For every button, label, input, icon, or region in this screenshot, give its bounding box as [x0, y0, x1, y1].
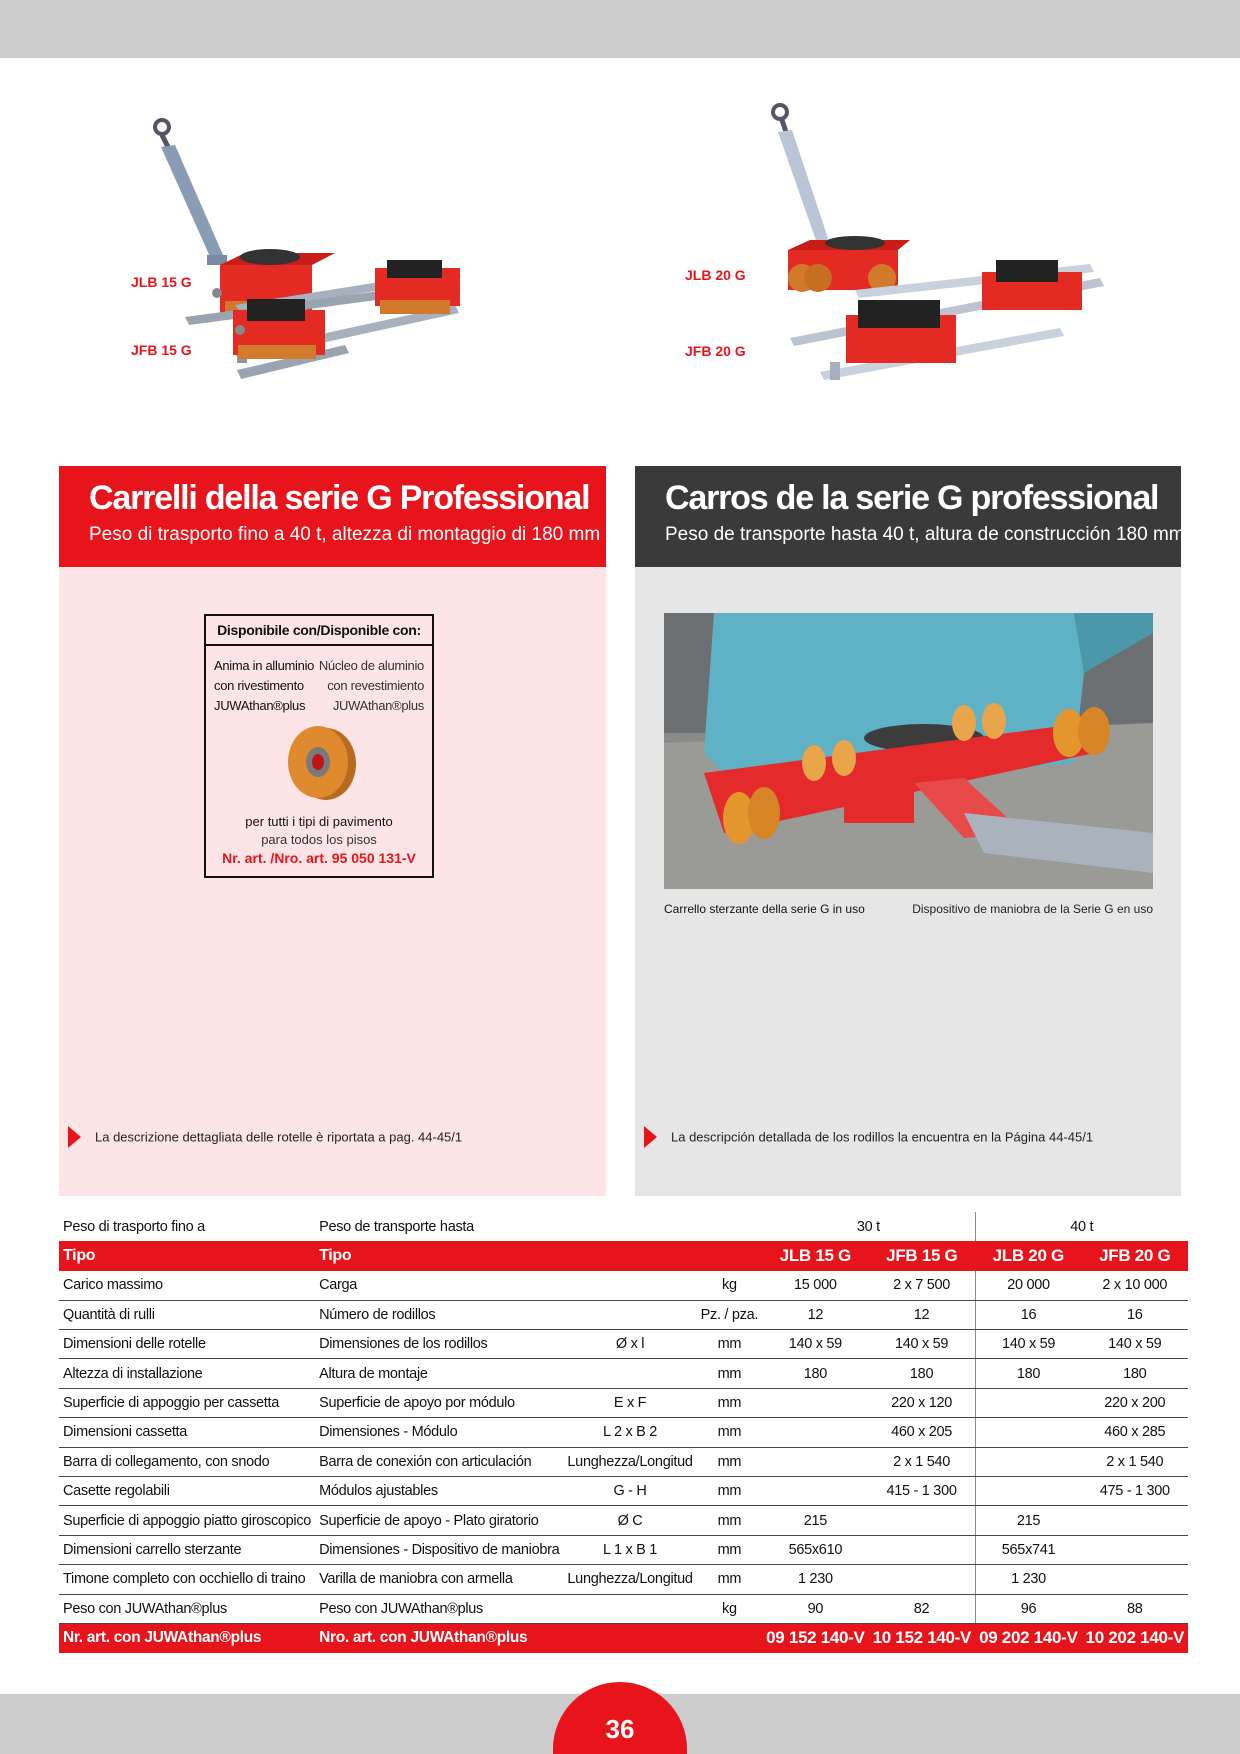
row-value: 2 x 7 500: [869, 1271, 975, 1300]
availability-floors-es: para todos los pisos: [261, 832, 377, 847]
spec-table: [59, 1212, 1188, 1653]
spec-rows: [59, 1271, 1188, 1624]
availability-it-line: JUWAthan®plus: [214, 698, 306, 713]
row-value: [762, 1447, 868, 1476]
row-value: [975, 1477, 1081, 1506]
row-label-es: Varilla de maniobra con armella: [315, 1565, 563, 1594]
row-value: 88: [1082, 1594, 1188, 1623]
art-nr: 09 202 140-V: [975, 1623, 1081, 1652]
row-value: [762, 1388, 868, 1417]
row-value: 96: [975, 1594, 1081, 1623]
row-value: [975, 1388, 1081, 1417]
table-row: [59, 1300, 1188, 1329]
row-value: 215: [762, 1506, 868, 1535]
availability-floors-it: per tutti i tipi di pavimento: [245, 814, 393, 829]
row-unit: mm: [697, 1418, 762, 1447]
row-value: 15 000: [762, 1271, 868, 1300]
group-30t: 30 t: [856, 1218, 880, 1235]
header-es: Peso de transporte hasta: [319, 1218, 474, 1235]
note-spanish-text: La descripción detallada de los rodillos la encuentra en la Página 44-45/1: [671, 1129, 1094, 1145]
type-row: [59, 1241, 1188, 1270]
arrow-right-icon: [644, 1126, 657, 1148]
table-row: [59, 1447, 1188, 1476]
row-label-it: Dimensioni cassetta: [59, 1418, 315, 1447]
row-value: 2 x 1 540: [869, 1447, 975, 1476]
row-value: 20 000: [975, 1271, 1081, 1300]
row-value: 565x741: [975, 1535, 1081, 1564]
row-unit: mm: [697, 1506, 762, 1535]
row-label-it: Dimensioni delle rotelle: [59, 1330, 315, 1359]
row-value: 140 x 59: [1082, 1330, 1188, 1359]
model-jlb15g: JLB 15 G: [762, 1241, 868, 1270]
row-symbol: L 1 x B 1: [563, 1535, 696, 1564]
row-symbol: [563, 1594, 696, 1623]
row-label-es: Dimensiones de los rodillos: [315, 1330, 563, 1359]
row-label-it: Casette regolabili: [59, 1477, 315, 1506]
row-value: 460 x 205: [869, 1418, 975, 1447]
panel-italian: [59, 466, 606, 1196]
page-number: 36: [605, 1714, 635, 1744]
row-value: [975, 1447, 1081, 1476]
row-symbol: Ø C: [563, 1506, 696, 1535]
art-nr: 09 152 140-V: [762, 1623, 868, 1652]
table-row: [59, 1565, 1188, 1594]
row-value: 220 x 120: [869, 1388, 975, 1417]
table-row: [59, 1359, 1188, 1388]
table-row: [59, 1477, 1188, 1506]
note-italian: [68, 1126, 462, 1148]
row-unit: mm: [697, 1359, 762, 1388]
row-value: [762, 1418, 868, 1447]
row-value: 2 x 1 540: [1082, 1447, 1188, 1476]
row-value: 415 - 1 300: [869, 1477, 975, 1506]
header-it: Peso di trasporto fino a: [63, 1218, 205, 1235]
row-value: 12: [762, 1300, 868, 1329]
row-label-it: Superficie di appoggio per cassetta: [59, 1388, 315, 1417]
panel-spanish: [635, 466, 1185, 1196]
row-value: [1082, 1565, 1188, 1594]
type-label-es: Tipo: [315, 1241, 563, 1270]
row-label-es: Módulos ajustables: [315, 1477, 563, 1506]
row-value: 140 x 59: [869, 1330, 975, 1359]
row-label-es: Carga: [315, 1271, 563, 1300]
row-unit: kg: [697, 1594, 762, 1623]
row-value: 140 x 59: [762, 1330, 868, 1359]
row-label-es: Barra de conexión con articulación: [315, 1447, 563, 1476]
row-label-it: Timone completo con occhiello di traino: [59, 1565, 315, 1594]
availability-it: [214, 656, 326, 716]
table-row: [59, 1418, 1188, 1447]
row-value: 1 230: [762, 1565, 868, 1594]
label-jfb20g: JFB 20 G: [685, 343, 746, 359]
row-label-es: Peso con JUWAthan®plus: [315, 1594, 563, 1623]
row-value: 12: [869, 1300, 975, 1329]
label-jlb20g: JLB 20 G: [685, 267, 746, 283]
row-symbol: E x F: [563, 1388, 696, 1417]
row-symbol: [563, 1271, 696, 1300]
group-40t: 40 t: [975, 1212, 1188, 1241]
row-symbol: [563, 1359, 696, 1388]
availability-art-nr: Nr. art. /Nro. art. 95 050 131-V: [222, 850, 416, 866]
row-value: 1 230: [975, 1565, 1081, 1594]
availability-heading: Disponibile con/Disponible con:: [206, 616, 432, 646]
panel-spanish-header: [635, 466, 1185, 567]
row-label-es: Superficie de apoyo por módulo: [315, 1388, 563, 1417]
row-unit: kg: [697, 1271, 762, 1300]
note-spanish: [644, 1126, 1093, 1148]
row-label-it: Superficie di appoggio piatto giroscopico: [59, 1506, 315, 1535]
row-label-it: Quantità di rulli: [59, 1300, 315, 1329]
row-value: [762, 1477, 868, 1506]
row-value: 460 x 285: [1082, 1418, 1188, 1447]
row-unit: mm: [697, 1477, 762, 1506]
row-value: 180: [869, 1359, 975, 1388]
row-value: 16: [1082, 1300, 1188, 1329]
row-label-es: Dimensiones - Dispositivo de maniobra: [315, 1535, 563, 1564]
row-value: 565x610: [762, 1535, 868, 1564]
row-value: 2 x 10 000: [1082, 1271, 1188, 1300]
row-unit: mm: [697, 1447, 762, 1476]
table-row: [59, 1388, 1188, 1417]
row-label-es: Altura de montaje: [315, 1359, 563, 1388]
row-value: [869, 1535, 975, 1564]
art-label-it: Nr. art. con JUWAthan®plus: [59, 1623, 315, 1652]
model-jfb20g: JFB 20 G: [1082, 1241, 1188, 1270]
row-value: 180: [762, 1359, 868, 1388]
row-value: 16: [975, 1300, 1081, 1329]
product-image-15g: [125, 105, 525, 415]
table-row: [59, 1330, 1188, 1359]
model-jfb15g: JFB 15 G: [869, 1241, 975, 1270]
row-label-es: Número de rodillos: [315, 1300, 563, 1329]
row-unit: mm: [697, 1330, 762, 1359]
availability-box: [204, 614, 434, 878]
availability-es-line: Núcleo de aluminio: [318, 658, 424, 673]
photo-caption-it: Carrello sterzante della serie G in uso: [664, 902, 865, 916]
row-label-it: Barra di collegamento, con snodo: [59, 1447, 315, 1476]
type-label-it: Tipo: [59, 1241, 315, 1270]
model-jlb20g: JLB 20 G: [975, 1241, 1081, 1270]
row-label-it: Altezza di installazione: [59, 1359, 315, 1388]
roller-wheel-icon: [282, 720, 358, 804]
usage-photo: [664, 613, 1153, 889]
row-symbol: L 2 x B 2: [563, 1418, 696, 1447]
row-label-es: Superficie de apoyo - Plato giratorio: [315, 1506, 563, 1535]
row-value: [1082, 1506, 1188, 1535]
panel-italian-title: Carrelli della serie G Professional: [89, 479, 590, 517]
product-image-20g: [760, 100, 1120, 400]
row-label-it: Dimensioni carrello sterzante: [59, 1535, 315, 1564]
row-value: 82: [869, 1594, 975, 1623]
art-nr: 10 152 140-V: [869, 1623, 975, 1652]
table-row: [59, 1594, 1188, 1623]
row-unit: Pz. / pza.: [697, 1300, 762, 1329]
note-italian-text: La descrizione dettagliata delle rotelle è riportata a pag. 44-45/1: [95, 1129, 463, 1145]
row-unit: mm: [697, 1388, 762, 1417]
availability-es-line: con revestimiento: [327, 678, 424, 693]
row-unit: mm: [697, 1535, 762, 1564]
table-header-row: [59, 1212, 1188, 1241]
panel-italian-subtitle: Peso di trasporto fino a 40 t, altezza di montaggio di 180 mm: [89, 524, 601, 545]
top-band: [0, 0, 1240, 58]
row-value: [869, 1565, 975, 1594]
row-value: 475 - 1 300: [1082, 1477, 1188, 1506]
availability-es: [312, 656, 424, 716]
row-label-it: Carico massimo: [59, 1271, 315, 1300]
art-number-row: [59, 1623, 1188, 1652]
availability-it-line: con rivestimento: [214, 678, 304, 693]
availability-it-line: Anima in alluminio: [214, 658, 315, 673]
table-row: [59, 1506, 1188, 1535]
label-jlb15g: JLB 15 G: [131, 274, 192, 290]
row-unit: mm: [697, 1565, 762, 1594]
row-value: 215: [975, 1506, 1081, 1535]
table-row: [59, 1535, 1188, 1564]
arrow-right-icon: [68, 1126, 81, 1148]
table-row: [59, 1271, 1188, 1300]
row-label-es: Dimensiones - Módulo: [315, 1418, 563, 1447]
panel-spanish-subtitle: Peso de transporte hasta 40 t, altura de construcción 180 mm: [665, 524, 1185, 545]
row-value: 180: [1082, 1359, 1188, 1388]
row-value: 180: [975, 1359, 1081, 1388]
availability-es-line: JUWAthan®plus: [332, 698, 424, 713]
row-symbol: G - H: [563, 1477, 696, 1506]
row-value: [975, 1418, 1081, 1447]
photo-caption-es: Dispositivo de maniobra de la Serie G en uso: [912, 902, 1153, 916]
panel-spanish-title: Carros de la serie G professional: [665, 479, 1159, 517]
row-symbol: Lunghezza/Longitud: [563, 1565, 696, 1594]
row-label-it: Peso con JUWAthan®plus: [59, 1594, 315, 1623]
art-label-es: Nro. art. con JUWAthan®plus: [315, 1623, 563, 1652]
row-value: 220 x 200: [1082, 1388, 1188, 1417]
label-jfb15g: JFB 15 G: [131, 342, 192, 358]
row-value: 140 x 59: [975, 1330, 1081, 1359]
row-symbol: Ø x l: [563, 1330, 696, 1359]
row-symbol: Lunghezza/Longitud: [563, 1447, 696, 1476]
panel-italian-header: [59, 466, 606, 567]
art-nr: 10 202 140-V: [1082, 1623, 1188, 1652]
row-symbol: [563, 1300, 696, 1329]
row-value: [869, 1506, 975, 1535]
row-value: [1082, 1535, 1188, 1564]
row-value: 90: [762, 1594, 868, 1623]
